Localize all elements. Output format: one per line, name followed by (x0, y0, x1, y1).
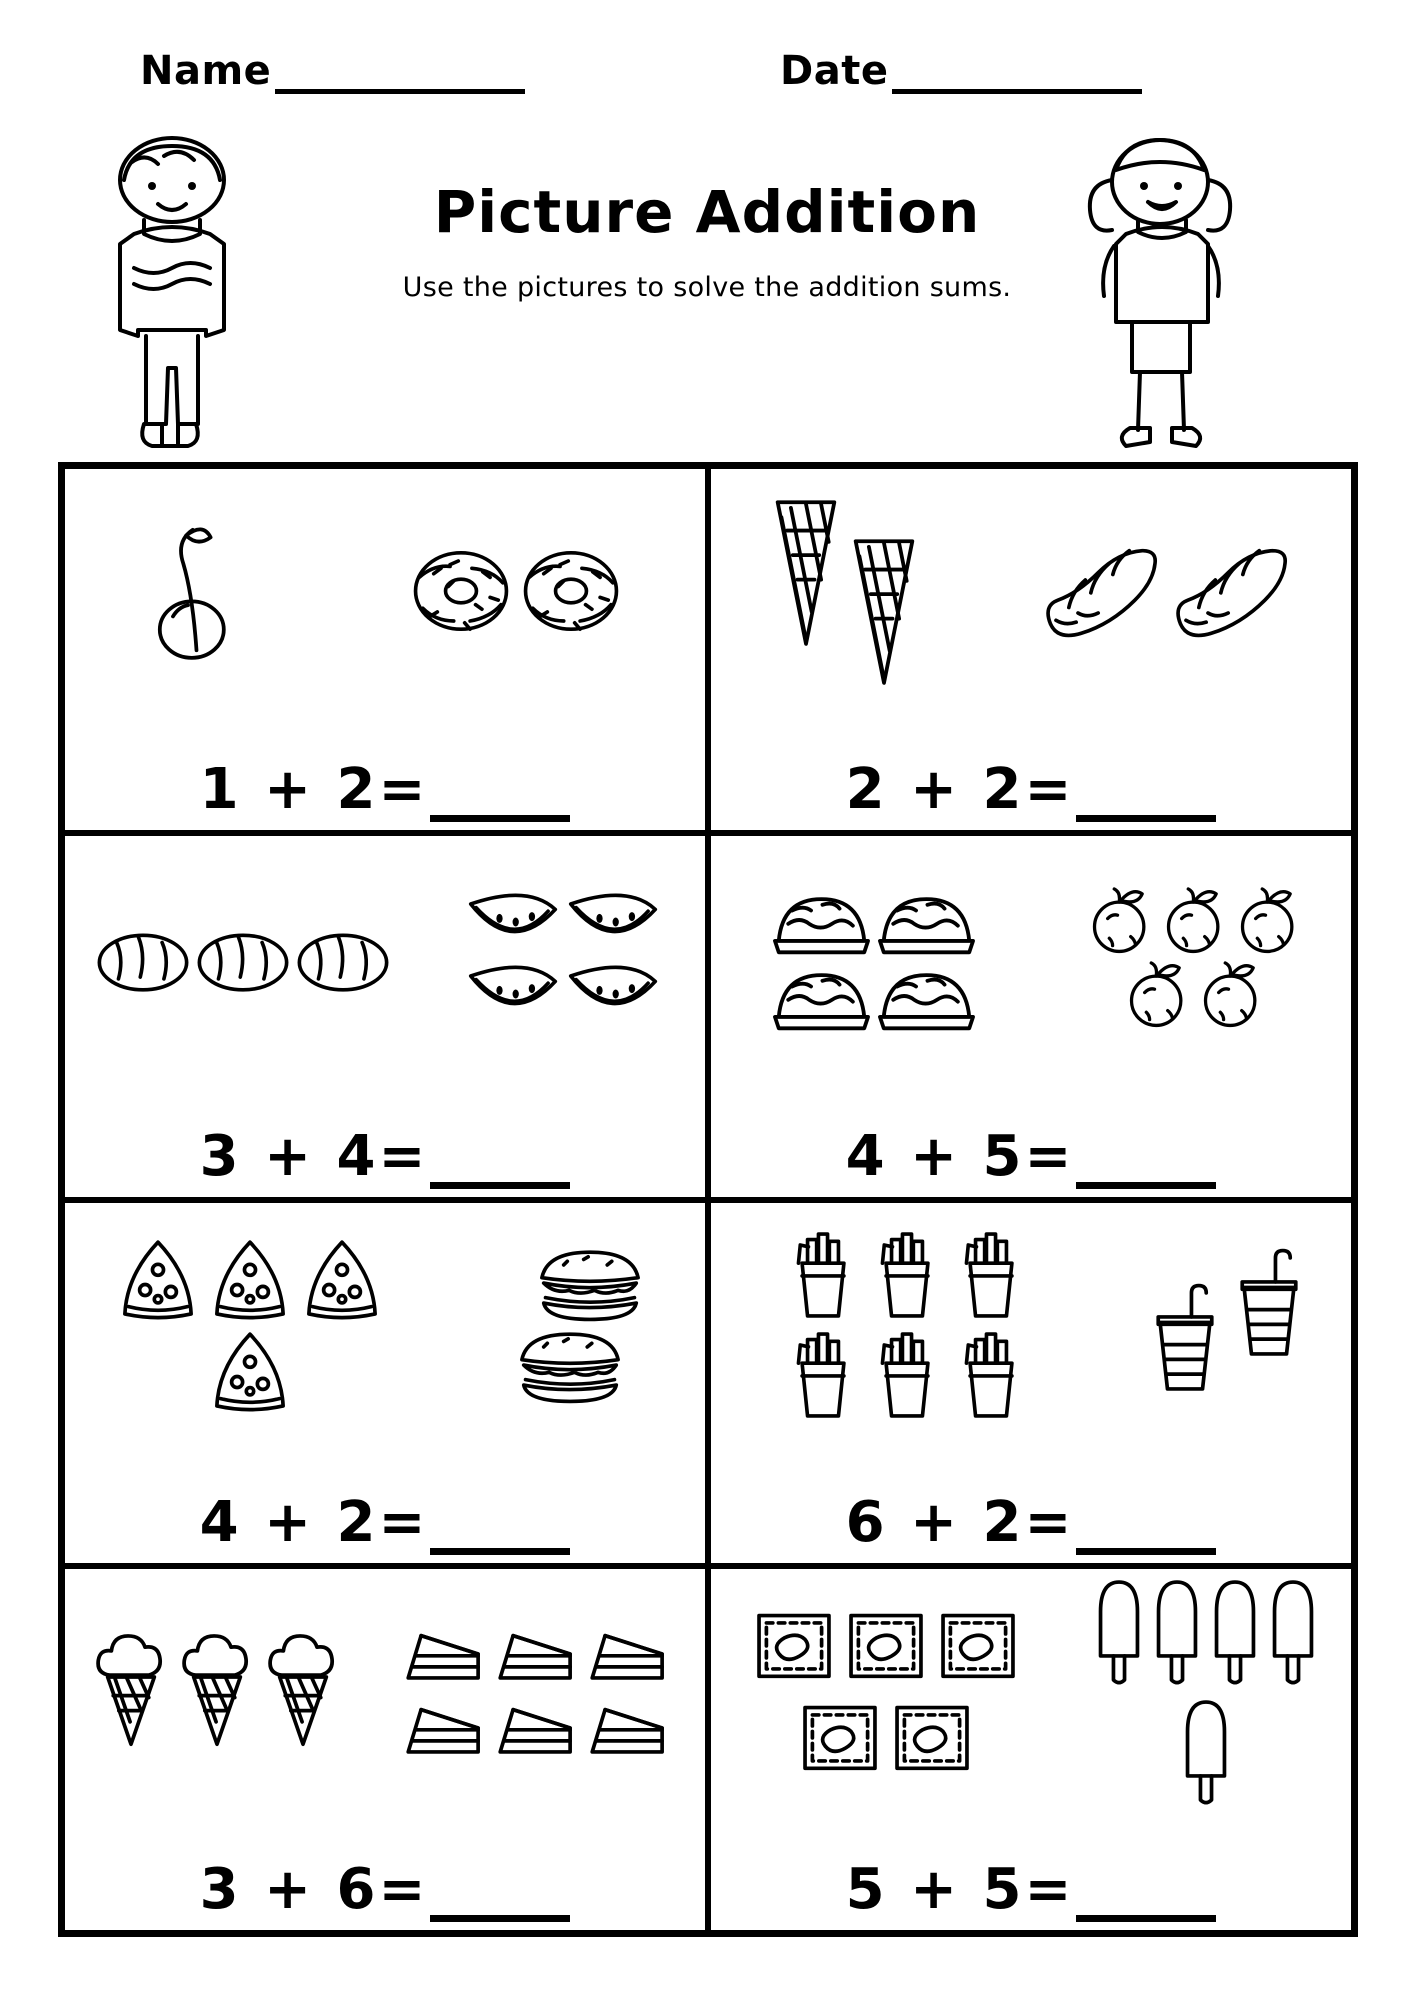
problem-8-left-group (736, 1599, 1036, 1783)
problem-2-pictures (711, 475, 1351, 707)
problem-3-plus: + (264, 1123, 314, 1189)
ice-cream-cone-icon (767, 489, 845, 659)
problem-6-addend2: 2 (982, 1490, 1025, 1556)
problem-cell-4[interactable] (708, 833, 1354, 1200)
problem-3-addend2: 4 (336, 1123, 379, 1189)
problem-5-equals: = (378, 1490, 429, 1556)
problem-2-plus: + (910, 756, 960, 822)
watermelon-slice-icon (563, 958, 663, 1030)
croissant-icon (1035, 536, 1165, 646)
problem-7-equals: = (378, 1857, 429, 1922)
fries-icon (865, 1325, 949, 1425)
pizza-slice-icon (204, 1325, 296, 1417)
problem-1-answer-blank[interactable] (430, 773, 570, 822)
problem-4-left-group (754, 882, 994, 1034)
problem-8-answer-blank[interactable] (1076, 1873, 1216, 1922)
pizza-slice-icon (296, 1233, 388, 1325)
fries-icon (949, 1325, 1033, 1425)
problem-4-pictures (711, 842, 1351, 1074)
problem-5-right-group (470, 1243, 670, 1407)
problem-4-addend1: 4 (845, 1123, 888, 1189)
pie-icon (769, 882, 874, 958)
orange-icon (1083, 884, 1157, 958)
problem-4-right-group (1079, 884, 1309, 1032)
pie-icon (769, 958, 874, 1034)
problem-7-left-group (88, 1621, 346, 1761)
problem-6-left-group (752, 1225, 1062, 1425)
problem-4-equation (711, 1124, 1351, 1189)
problem-8-equals: = (1024, 1857, 1075, 1922)
problem-7-equation (65, 1857, 705, 1922)
bread-loaf-icon (193, 917, 293, 999)
cake-slice-icon (583, 1691, 675, 1765)
worksheet-header (0, 48, 1414, 108)
problem-7-addend1: 3 (199, 1857, 242, 1922)
popsicle-icon (1264, 1571, 1322, 1691)
problem-5-pictures (65, 1209, 705, 1441)
watermelon-slice-icon (463, 886, 563, 958)
cake-slice-icon (491, 1691, 583, 1765)
problem-1-right-group (406, 541, 626, 641)
pizza-slice-icon (204, 1233, 296, 1325)
bread-loaf-icon (293, 917, 393, 999)
pizza-slice-icon (112, 1233, 204, 1325)
problem-cell-7[interactable] (62, 1566, 708, 1933)
problem-5-equation (65, 1490, 705, 1555)
fries-icon (865, 1225, 949, 1325)
burger-icon (511, 1325, 629, 1407)
bread-loaf-icon (93, 917, 193, 999)
page-subtitle: Use the pictures to solve the addition sums. (402, 272, 1012, 303)
burger-icon (531, 1243, 649, 1325)
problem-1-plus: + (264, 756, 314, 822)
problem-7-addend2: 6 (336, 1857, 379, 1922)
problem-3-answer-blank[interactable] (430, 1140, 570, 1189)
problem-3-left-group (93, 917, 393, 999)
problem-3-addend1: 3 (199, 1123, 242, 1189)
ice-cream-cone-icon (260, 1621, 346, 1761)
problem-2-addend1: 2 (845, 756, 888, 822)
chips-bag-icon (748, 1599, 840, 1691)
soda-cup-icon (1143, 1280, 1227, 1400)
popsicle-icon (1177, 1691, 1235, 1811)
name-input-line[interactable] (275, 55, 525, 94)
problem-6-answer-blank[interactable] (1076, 1506, 1216, 1555)
popsicle-icon (1090, 1571, 1148, 1691)
problem-6-equals: = (1024, 1490, 1075, 1556)
cake-slice-icon (399, 1691, 491, 1765)
cake-slice-icon (399, 1617, 491, 1691)
problem-3-equals: = (378, 1123, 429, 1189)
date-input-line[interactable] (892, 55, 1142, 94)
problem-2-right-group (1035, 536, 1295, 646)
donut-icon (406, 541, 516, 641)
problem-3-pictures (65, 842, 705, 1074)
problem-1-equals: = (378, 756, 429, 822)
problem-cell-1[interactable] (62, 466, 708, 833)
problem-2-equation (711, 757, 1351, 822)
problem-1-equation (65, 757, 705, 822)
cherry-icon (144, 511, 249, 671)
problem-7-pictures (65, 1575, 705, 1807)
cake-slice-icon (491, 1617, 583, 1691)
orange-icon (1194, 958, 1268, 1032)
ice-cream-cone-icon (174, 1621, 260, 1761)
watermelon-slice-icon (563, 886, 663, 958)
problem-cell-2[interactable] (708, 466, 1354, 833)
problem-8-right-group (1086, 1571, 1326, 1811)
ice-cream-cone-icon (845, 528, 923, 698)
orange-icon (1231, 884, 1305, 958)
problem-8-plus: + (910, 1857, 960, 1922)
name-field-group (140, 48, 525, 94)
date-field-group (780, 48, 1142, 94)
problem-4-plus: + (910, 1123, 960, 1189)
popsicle-icon (1148, 1571, 1206, 1691)
problem-8-addend1: 5 (845, 1857, 888, 1922)
problem-cell-5[interactable] (62, 1200, 708, 1567)
problem-cell-3[interactable] (62, 833, 708, 1200)
problem-8-addend2: 5 (982, 1857, 1025, 1922)
pie-icon (874, 958, 979, 1034)
chips-bag-icon (932, 1599, 1024, 1691)
ice-cream-cone-icon (88, 1621, 174, 1761)
orange-icon (1157, 884, 1231, 958)
problem-6-plus: + (910, 1490, 960, 1556)
orange-icon (1120, 958, 1194, 1032)
watermelon-slice-icon (463, 958, 563, 1030)
fries-icon (781, 1225, 865, 1325)
chips-bag-icon (794, 1691, 886, 1783)
problem-8-equation (711, 1857, 1351, 1922)
problem-6-pictures (711, 1209, 1351, 1441)
problem-2-equals: = (1024, 756, 1075, 822)
date-label: Date (780, 48, 889, 94)
problem-6-right-group (1143, 1245, 1311, 1405)
problem-5-answer-blank[interactable] (430, 1506, 570, 1555)
problem-cell-8[interactable] (708, 1566, 1354, 1933)
problem-7-answer-blank[interactable] (430, 1873, 570, 1922)
croissant-icon (1165, 536, 1295, 646)
donut-icon (516, 541, 626, 641)
problem-7-plus: + (264, 1857, 314, 1922)
problem-5-left-group (100, 1233, 400, 1417)
problem-6-addend1: 6 (845, 1490, 888, 1556)
girl-clipart-icon (1060, 128, 1260, 468)
problem-8-pictures (711, 1575, 1351, 1807)
problem-cell-6[interactable] (708, 1200, 1354, 1567)
chips-bag-icon (840, 1599, 932, 1691)
problem-6-equation (711, 1490, 1351, 1555)
problem-4-equals: = (1024, 1123, 1075, 1189)
popsicle-icon (1206, 1571, 1264, 1691)
problem-2-answer-blank[interactable] (1076, 773, 1216, 822)
problem-2-left-group (767, 484, 923, 698)
problem-1-addend1: 1 (199, 756, 242, 822)
problem-1-left-group (144, 511, 249, 671)
page-title: Picture Addition (433, 178, 981, 246)
chips-bag-icon (886, 1691, 978, 1783)
fries-icon (781, 1325, 865, 1425)
problem-5-addend2: 2 (336, 1490, 379, 1556)
problem-2-addend2: 2 (982, 756, 1025, 822)
problem-1-addend2: 2 (336, 756, 379, 822)
cake-slice-icon (583, 1617, 675, 1691)
problem-1-pictures (65, 475, 705, 707)
problem-4-answer-blank[interactable] (1076, 1140, 1216, 1189)
problem-grid (58, 462, 1358, 1937)
fries-icon (949, 1225, 1033, 1325)
problem-4-addend2: 5 (982, 1123, 1025, 1189)
problem-5-addend1: 4 (199, 1490, 242, 1556)
soda-cup-icon (1227, 1245, 1311, 1365)
problem-3-equation (65, 1124, 705, 1189)
problem-7-right-group (392, 1617, 682, 1765)
problem-5-plus: + (264, 1490, 314, 1556)
name-label: Name (140, 48, 272, 94)
pie-icon (874, 882, 979, 958)
problem-3-right-group (448, 886, 678, 1030)
boy-clipart-icon (72, 128, 272, 458)
